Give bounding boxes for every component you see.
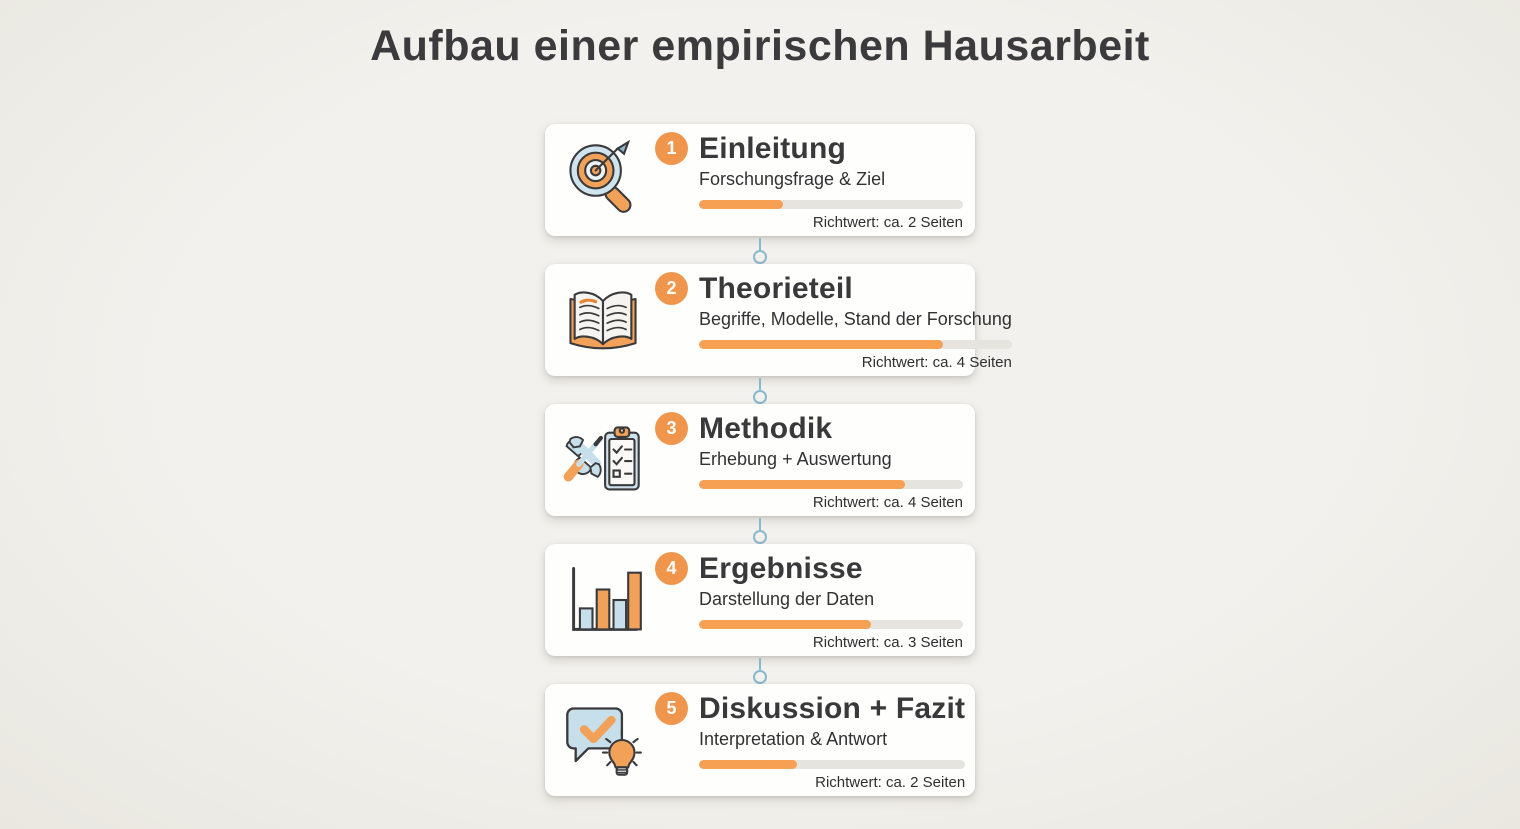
progress-track	[699, 760, 965, 769]
step-number-badge: 4	[655, 552, 688, 585]
progress-fill	[699, 340, 943, 349]
page-count-note: Richtwert: ca. 4 Seiten	[812, 493, 963, 511]
bar-chart-icon	[557, 554, 649, 646]
step-number-badge: 3	[655, 412, 688, 445]
flow-connector	[545, 376, 975, 404]
step-subtitle: Begriffe, Modelle, Stand der Forschung	[699, 308, 1012, 329]
progress-track	[699, 480, 963, 489]
step-title: Einleitung	[699, 131, 846, 165]
progress-fill	[699, 480, 905, 489]
connector-ring	[753, 530, 767, 544]
step-title: Theorieteil	[699, 271, 853, 305]
progress-track	[699, 340, 1012, 349]
step-title: Ergebnisse	[699, 551, 863, 585]
connector-ring	[753, 670, 767, 684]
open-book-icon	[557, 274, 649, 366]
page-title: Aufbau einer empirischen Hausarbeit	[370, 22, 1150, 70]
speech-bubble-lightbulb-icon	[557, 694, 649, 786]
step-card-methodik	[545, 404, 975, 516]
flow-connector	[545, 516, 975, 544]
progress-fill	[699, 760, 797, 769]
step-card-theorieteil	[545, 264, 1012, 376]
step-number-badge: 1	[655, 132, 688, 165]
progress-track	[699, 620, 963, 629]
steps-flow	[545, 124, 1012, 796]
page-count-note: Richtwert: ca. 4 Seiten	[861, 353, 1012, 371]
progress-track	[699, 200, 963, 209]
step-subtitle: Erhebung + Auswertung	[699, 448, 892, 469]
step-subtitle: Darstellung der Daten	[699, 588, 875, 609]
step-title: Methodik	[699, 411, 833, 445]
progress-fill	[699, 620, 871, 629]
step-title: Diskussion + Fazit	[699, 691, 966, 725]
page-count-note: Richtwert: ca. 3 Seiten	[812, 633, 963, 651]
flow-connector	[545, 656, 975, 684]
step-subtitle: Forschungsfrage & Ziel	[699, 168, 886, 189]
page-count-note: Richtwert: ca. 2 Seiten	[812, 213, 963, 231]
step-card-diskussion-fazit	[545, 684, 975, 796]
flow-connector	[545, 236, 975, 264]
connector-ring	[753, 390, 767, 404]
step-number-badge: 5	[655, 692, 688, 725]
target-magnifier-icon	[557, 134, 649, 226]
step-card-ergebnisse	[545, 544, 975, 656]
step-subtitle: Interpretation & Antwort	[699, 728, 888, 749]
step-card-einleitung	[545, 124, 975, 236]
progress-fill	[699, 200, 783, 209]
step-number-badge: 2	[655, 272, 688, 305]
connector-ring	[753, 250, 767, 264]
page-count-note: Richtwert: ca. 2 Seiten	[815, 773, 966, 791]
tools-clipboard-icon	[557, 414, 649, 506]
